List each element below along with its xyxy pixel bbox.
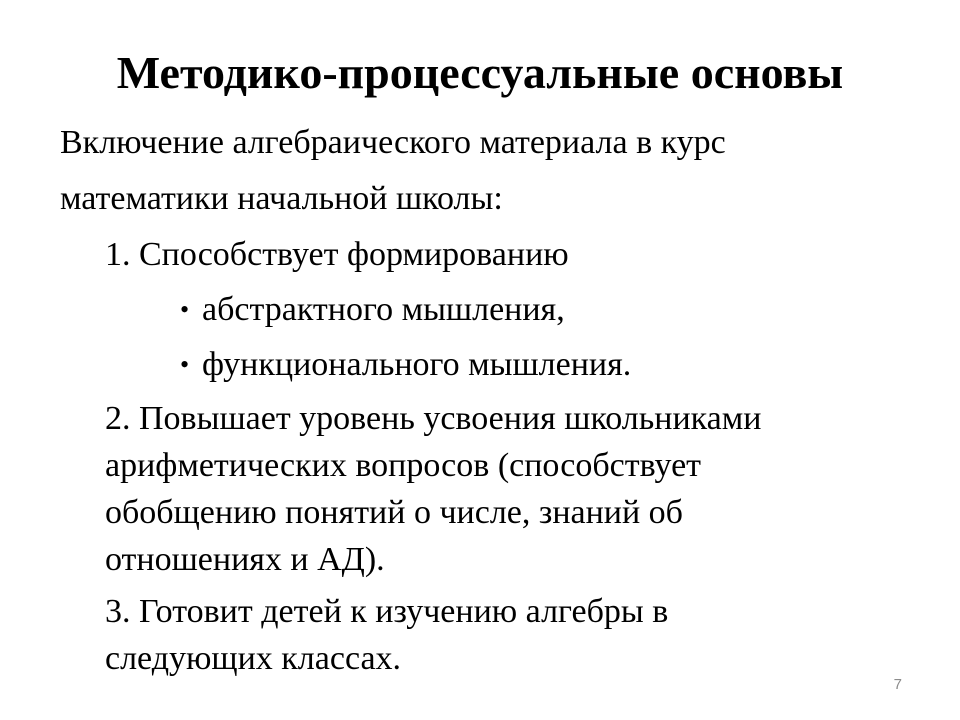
bullet-text: абстрактного мышления, [202,291,565,328]
slide-title: Методико-процессуальные основы [116,47,844,98]
page-number: 7 [893,676,902,693]
list-item-3-line: 3. Готовит детей к изучению алгебры в [105,593,669,630]
list-item-2 [105,395,885,583]
bullet-text: функционального мышления. [202,346,632,383]
bullet-item-abstract-thinking [180,285,565,335]
list-item-2-line: обобщению понятий о числе, знаний об [105,494,683,531]
intro-line-1: Включение алгебраического материала в курс [60,124,726,161]
list-item-2-line: 2. Повышает уровень усвоения школьниками [105,400,762,437]
list-item-2-line: отношениях и АД). [105,541,385,578]
list-item-3-line: следующих классах. [105,640,402,677]
list-item-3 [105,588,885,682]
list-item-1: 1. Способствует формированию [105,236,569,273]
bullet-item-functional-thinking [180,340,631,390]
bullet-icon: • [180,295,190,324]
list-item-2-line: арифметических вопросов (способствует [105,447,702,484]
intro-line-2: математики начальной школы: [60,180,503,217]
bullet-icon: • [180,350,190,379]
